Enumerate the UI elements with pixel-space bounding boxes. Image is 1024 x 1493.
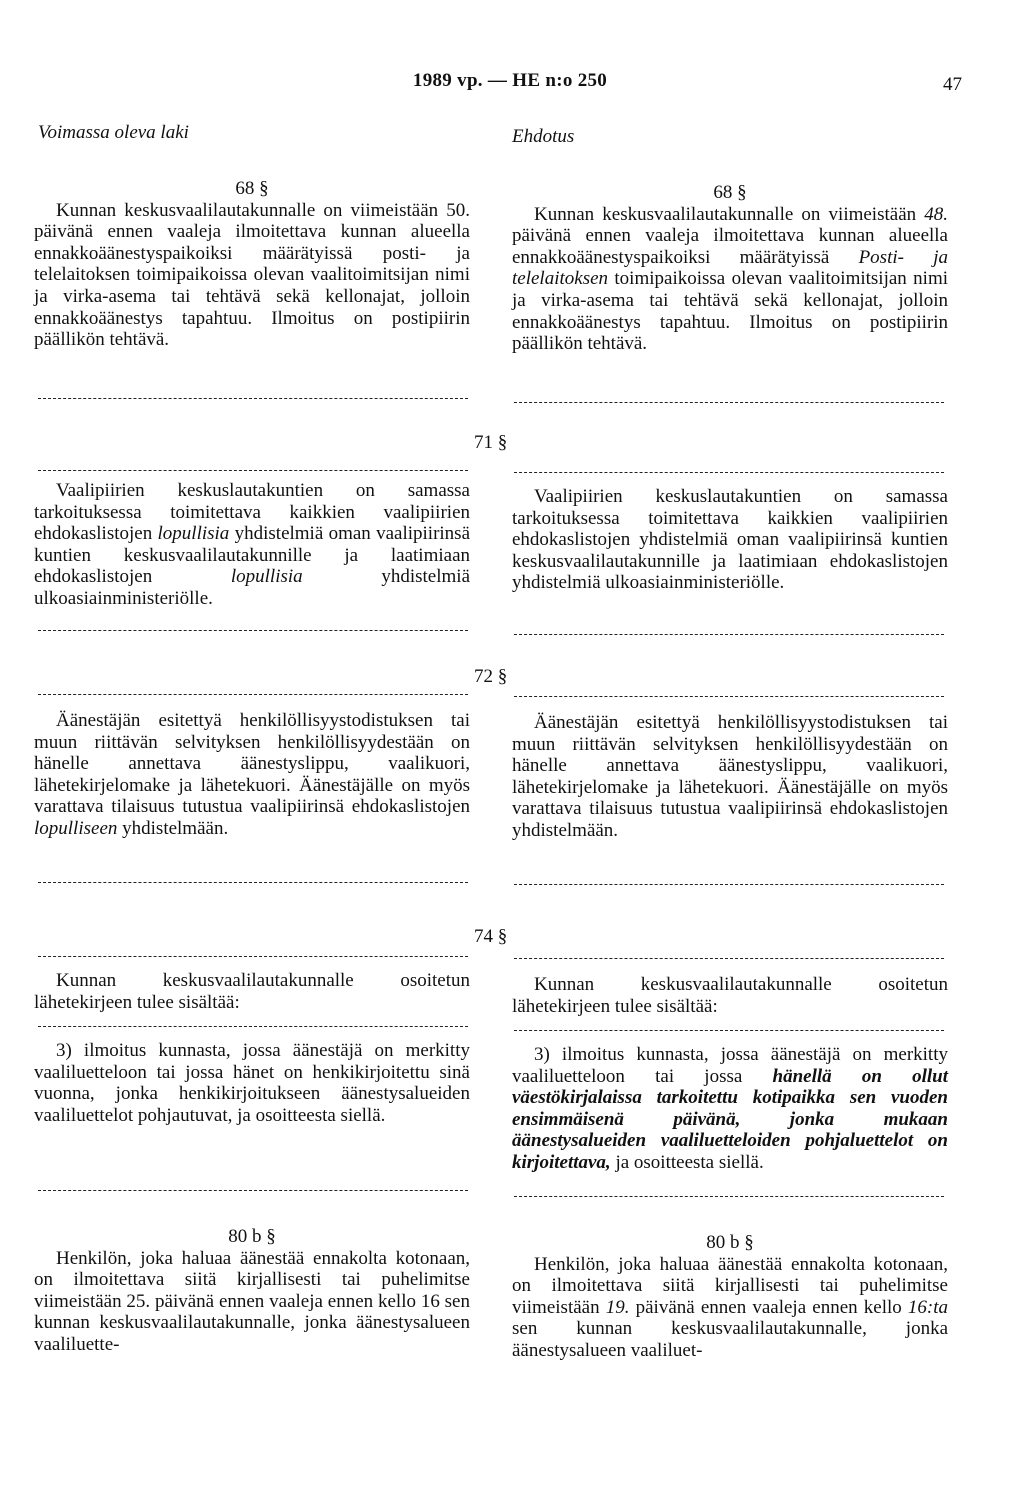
s74-right-item bbox=[512, 1044, 948, 1174]
s72-right bbox=[512, 712, 948, 842]
omission-dashes bbox=[514, 1030, 944, 1031]
omission-dashes bbox=[38, 694, 468, 695]
s74-left-item3: 3) ilmoitus kunnasta, jossa äänestäjä on merkitty vaaliluetteloon tai jossa hänet on henkikirjoitettu sinä vuonna, jonka henkikirjoitukseen äänestysalueiden vaaliluettelot pohjautuvat, ja osoitteesta siellä. bbox=[34, 1040, 470, 1126]
omission-dashes bbox=[514, 958, 944, 959]
s68-right-heading: 68 § bbox=[713, 182, 747, 203]
s80b-left-heading: 80 b § bbox=[228, 1226, 276, 1247]
s71-heading: 71 § bbox=[474, 432, 508, 453]
s74-left-intro-text: Kunnan keskusvaalilautakunnalle osoitetun lähetekirjeen tulee sisältää: bbox=[34, 970, 470, 1013]
s74-right-intro-text: Kunnan keskusvaalilautakunnalle osoitetun lähetekirjeen tulee sisältää: bbox=[512, 974, 948, 1017]
omission-dashes bbox=[514, 402, 944, 403]
s74-heading: 74 § bbox=[474, 926, 508, 947]
omission-dashes bbox=[514, 1196, 944, 1197]
s80b-left-text: Henkilön, joka haluaa äänestää ennakolta kotonaan, on ilmoitettava siitä kirjallisesti tai puhelimitse viimeistään 25. päivänä ennen vaaleja ennen kello 16 sen kunnan keskusvaalilautakunnalle, jonka äänestysalueen vaaliluette- bbox=[34, 1247, 470, 1355]
omission-dashes bbox=[514, 696, 944, 697]
s74-left-intro bbox=[34, 970, 470, 1013]
running-header: 1989 vp. — HE n:o 250 bbox=[412, 70, 608, 91]
omission-dashes bbox=[38, 1026, 468, 1027]
s68-left bbox=[34, 178, 470, 351]
s71-left-text: Vaalipiirien keskuslautakuntien on samassa tarkoituksessa toimitettava kaikkien vaalipiirien ehdokaslistojen lopullisia yhdistelmiä oman vaalipiirinsä kuntien keskusvaalilautakunnille ja laatimiaan ehdokaslistojen lopullisia yhdistelmiä ulkoasiainministeriölle. bbox=[34, 480, 471, 609]
s74-right-intro bbox=[512, 974, 948, 1017]
s68-right-text: Kunnan keskusvaalilautakunnalle on viimeistään 48. päivänä ennen vaaleja ilmoitettava kunnan alueella ennakkoäänestyspaikoiksi määrätyissä Posti- ja telelaitoksen toimipaikoissa olevan vaalitoimitsijan nimi ja virka-asema tai tehtävä sekä kellonajat, jolloin ennakkoäänestys tapahtuu. Ilmoitus on postipiirin päällikön tehtävä. bbox=[512, 203, 948, 355]
left-column-title: Voimassa oleva laki bbox=[38, 122, 189, 143]
omission-dashes bbox=[514, 634, 944, 635]
s72-left-text: Äänestäjän esitettyä henkilöllisyystodistuksen tai muun riittävän selvityksen henkilöllisyydestään on hänelle annettava äänestyslippu, vaalikuori, lähetekirjelomake ja lähetekuori. Äänestäjälle on myös varattava tilaisuus tutustua vaalipiirinsä ehdokaslistojen lopulliseen yhdistelmään. bbox=[34, 710, 470, 839]
s80b-right-text: Henkilön, joka haluaa äänestää ennakolta kotonaan, on ilmoitettava siitä kirjallisesti tai puhelimitse viimeistään 19. päivänä ennen vaaleja ennen kello 16:ta sen kunnan keskusvaalilautakunnalle, jonka äänestysalueen vaaliluet- bbox=[512, 1253, 949, 1361]
s71-left bbox=[34, 480, 470, 610]
s68-left-heading: 68 § bbox=[235, 178, 269, 199]
omission-dashes bbox=[38, 882, 468, 883]
omission-dashes bbox=[514, 884, 944, 885]
s80b-right-heading: 80 b § bbox=[706, 1232, 754, 1253]
omission-dashes bbox=[38, 956, 468, 957]
right-column-title: Ehdotus bbox=[512, 126, 575, 147]
omission-dashes bbox=[38, 630, 468, 631]
omission-dashes bbox=[38, 1190, 468, 1191]
page-number: 47 bbox=[943, 74, 962, 95]
s80b-left bbox=[34, 1226, 470, 1356]
omission-dashes bbox=[514, 472, 944, 473]
s68-left-text: Kunnan keskusvaalilautakunnalle on viimeistään 50. päivänä ennen vaaleja ilmoitettava kunnan alueella ennakkoäänestyspaikoiksi määrätyissä posti- ja telelaitoksen toimipaikoissa olevan vaalitoimitsijan nimi ja virka-asema tai tehtävä sekä kellonajat, jolloin ennakkoäänestys tapahtuu. Ilmoitus on postipiirin päällikön tehtävä. bbox=[34, 199, 470, 351]
omission-dashes bbox=[38, 398, 468, 399]
s71-right-text: Vaalipiirien keskuslautakuntien on samassa tarkoituksessa toimitettava kaikkien vaalipiirien ehdokaslistojen yhdistelmiä oman vaalipiirinsä kuntien keskusvaalilautakunnille ja laatimiaan ehdokaslistojen yhdistelmiä ulkoasiainministeriölle. bbox=[512, 486, 948, 594]
s72-heading: 72 § bbox=[474, 666, 508, 687]
omission-dashes bbox=[38, 470, 468, 471]
s74-right-item3: 3) ilmoitus kunnasta, jossa äänestäjä on merkitty vaaliluetteloon tai jossa hänellä on ollut väestökirjalaissa tarkoitettu kotipaikka sen vuoden ensimmäisenä päivänä, jonka mukaan äänestysalueiden vaaliluetteloiden pohjaluettelot on kirjoitettava, ja osoitteesta siellä. bbox=[512, 1044, 948, 1173]
s72-right-text: Äänestäjän esitettyä henkilöllisyystodistuksen tai muun riittävän selvityksen henkilöllisyydestään on hänelle annettava äänestyslippu, vaalikuori, lähetekirjelomake ja lähetekuori. Äänestäjälle on myös varattava tilaisuus tutustua vaalipiirinsä ehdokaslistojen yhdistelmään. bbox=[512, 712, 948, 841]
s68-right bbox=[512, 182, 948, 355]
s74-left-item bbox=[34, 1040, 470, 1126]
s71-right bbox=[512, 486, 948, 594]
s72-left bbox=[34, 710, 470, 840]
s80b-right bbox=[512, 1232, 948, 1362]
